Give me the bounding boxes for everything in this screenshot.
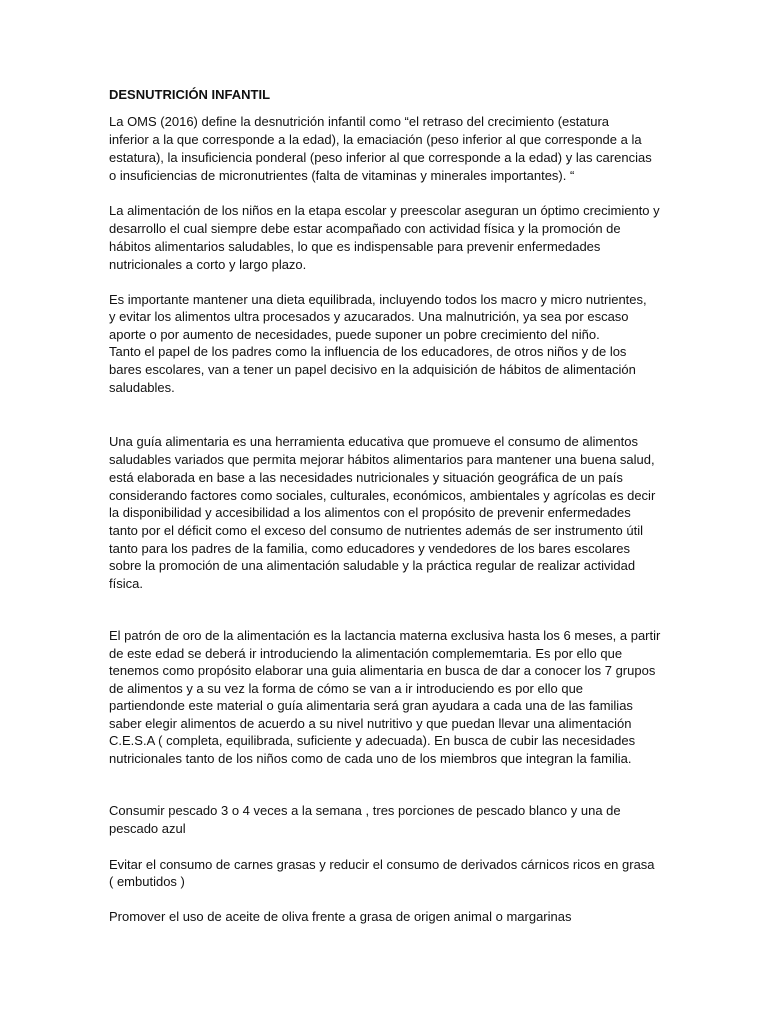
paragraph-line: inferior a la que corresponde a la edad), la emaciación (peso inferior al que corresponde a la bbox=[109, 132, 642, 147]
paragraph-line: bares escolares, van a tener un papel decisivo en la adquisición de hábitos de alimentación bbox=[109, 362, 636, 377]
paragraph-line: está elaborada en base a las necesidades nutricionales y situación geográfica de un país bbox=[109, 470, 623, 485]
paragraph-line: Una guía alimentaria es una herramienta educativa que promueve el consumo de alimentos bbox=[109, 434, 638, 449]
paragraph-line: partiendonde este material o guía alimentaria será gran ayudara a cada una de las familias bbox=[109, 698, 633, 713]
paragraph-line: pescado azul bbox=[109, 821, 186, 836]
paragraph-line: saludables variados que permita mejorar hábitos alimentarios para mantener una buena salud, bbox=[109, 452, 655, 467]
document-title: DESNUTRICIÓN INFANTIL bbox=[109, 87, 271, 102]
paragraph-line: El patrón de oro de la alimentación es la lactancia materna exclusiva hasta los 6 meses, a partir bbox=[109, 628, 661, 643]
paragraph-line: nutricionales a corto y largo plazo. bbox=[109, 257, 307, 272]
paragraph-line: saber elegir alimentos de acuerdo a su nivel nutritivo y que puedan llevar una alimentación bbox=[109, 716, 632, 731]
paragraph-line: Tanto el papel de los padres como la influencia de los educadores, de otros niños y de los bbox=[109, 344, 627, 359]
paragraph-line: tanto por el déficit como el exceso del consumo de nutrientes además de ser instrumento útil bbox=[109, 523, 644, 538]
paragraph-line: desarrollo el cual siempre debe estar acompañado con actividad física y la promoción de bbox=[109, 221, 621, 236]
paragraph-line: física. bbox=[109, 576, 143, 591]
paragraph-line: C.E.S.A ( completa, equilibrada, suficiente y adecuada). En busca de cubir las necesidades bbox=[109, 733, 636, 748]
paragraph-line: ( embutidos ) bbox=[109, 874, 185, 889]
paragraph-line: Es importante mantener una dieta equilibrada, incluyendo todos los macro y micro nutrientes, bbox=[109, 292, 647, 307]
paragraph-line: nutricionales tanto de los niños como de cada uno de los miembros que integran la familia. bbox=[109, 751, 632, 766]
paragraph-line: Promover el uso de aceite de oliva frente a grasa de origen animal o margarinas bbox=[109, 909, 572, 924]
paragraph-line: La OMS (2016) define la desnutrición infantil como “el retraso del crecimiento (estatura bbox=[109, 114, 610, 129]
paragraph-line: tanto para los padres de la familia, como educadores y vendedores de los bares escolares bbox=[109, 541, 631, 556]
paragraph-line: tenemos como propósito elaborar una guia alimentaria en busca de dar a conocer los 7 grupos bbox=[109, 663, 656, 678]
paragraph-line: La alimentación de los niños en la etapa escolar y preescolar aseguran un óptimo crecimiento y bbox=[109, 203, 660, 218]
paragraph-line: la disponibilidad y accesibilidad a los alimentos con el propósito de prevenir enfermedades bbox=[109, 505, 631, 520]
paragraph-line: y evitar los alimentos ultra procesados y azucarados. Una malnutrición, ya sea por escaso bbox=[109, 309, 629, 324]
paragraph-line: aporte o por aumento de necesidades, puede suponer un pobre crecimiento del niño. bbox=[109, 327, 600, 342]
paragraph-line: saludables. bbox=[109, 380, 175, 395]
paragraph-line: considerando factores como sociales, culturales, económicos, ambientales y agrícolas es decir bbox=[109, 488, 656, 503]
paragraph-line: hábitos alimentarios saludables, lo que es indispensable para prevenir enfermedades bbox=[109, 239, 601, 254]
paragraph-line: Consumir pescado 3 o 4 veces a la semana , tres porciones de pescado blanco y una de bbox=[109, 803, 621, 818]
paragraph-line: sobre la promoción de una alimentación saludable y la práctica regular de realizar actividad bbox=[109, 558, 636, 573]
paragraph-line: de alimentos y a su vez la forma de cómo se van a ir introduciendo es por ello que bbox=[109, 681, 584, 696]
paragraph-line: estatura), la insuficiencia ponderal (peso inferior al que corresponde a la edad) y las carencias bbox=[109, 150, 652, 165]
paragraph-line: o insuficiencias de micronutrientes (falta de vitaminas y minerales importantes). “ bbox=[109, 168, 575, 183]
paragraph-line: de este edad se deberá ir introduciendo la alimentación complememtaria. Es por ello que bbox=[109, 646, 623, 661]
paragraph-line: Evitar el consumo de carnes grasas y reducir el consumo de derivados cárnicos ricos en grasa bbox=[109, 857, 655, 872]
